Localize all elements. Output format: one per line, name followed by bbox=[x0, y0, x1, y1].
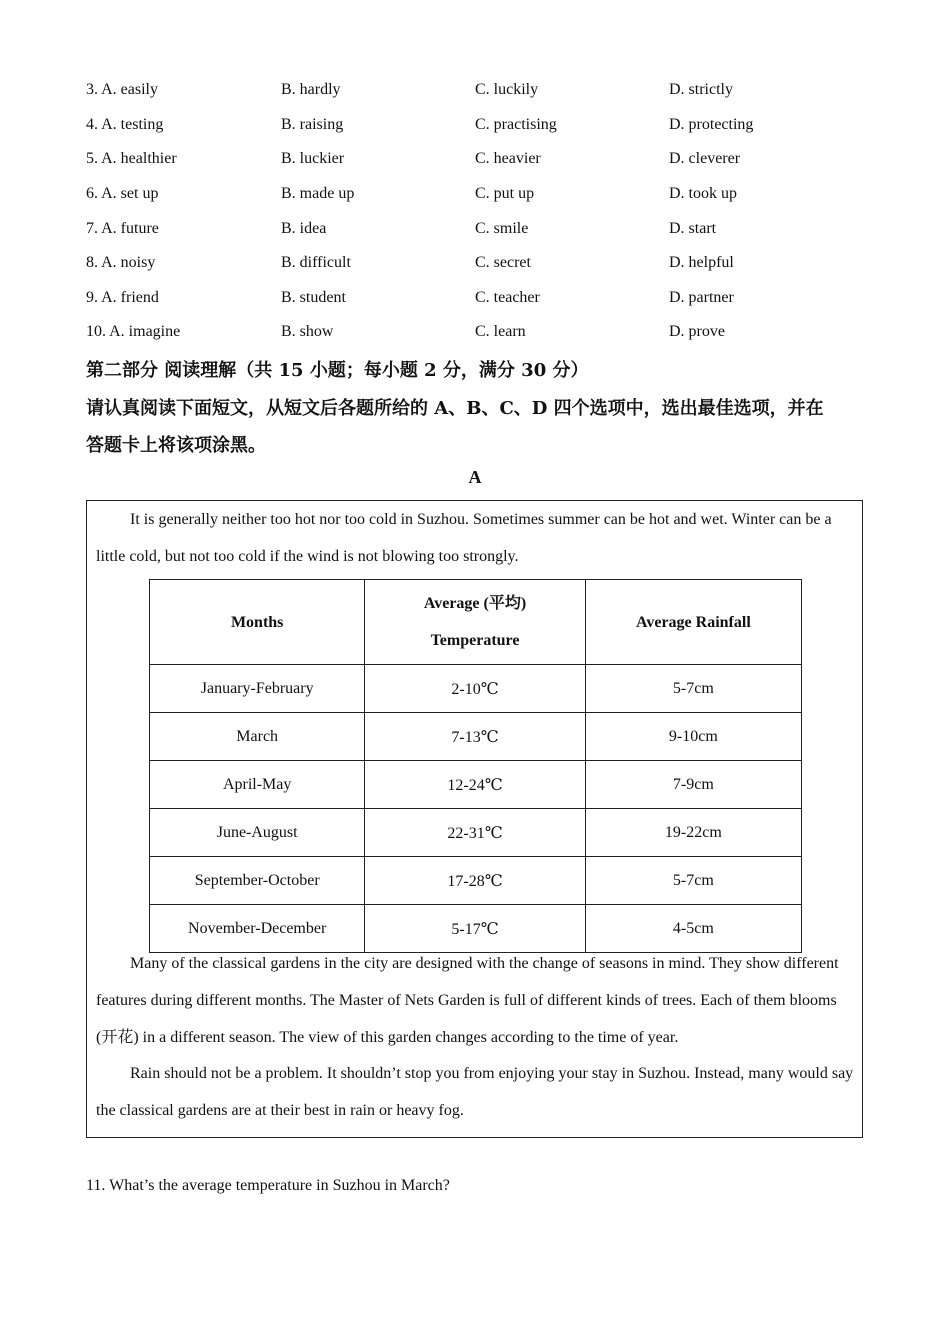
option-row-3 bbox=[86, 81, 876, 105]
option-c: C. luckily bbox=[475, 81, 539, 98]
cell-months: March bbox=[150, 713, 365, 761]
option-row-6 bbox=[86, 185, 876, 209]
cell-temperature: 2-10℃ bbox=[365, 665, 585, 713]
option-row-4 bbox=[86, 116, 876, 140]
header-months: Months bbox=[150, 580, 365, 665]
option-d: D. took up bbox=[669, 185, 737, 202]
cell-temperature: 12-24℃ bbox=[365, 761, 585, 809]
table-row bbox=[150, 761, 802, 809]
option-c: C. teacher bbox=[475, 289, 540, 306]
passage-paragraph-3: Rain should not be a problem. It shouldn’t stop you from enjoying your stay in Suzhou. Instead, many would say the classical gardens are at their best in rain or heavy fog. bbox=[96, 1065, 854, 1119]
cell-temperature: 17-28℃ bbox=[365, 857, 585, 905]
question-11: 11. What’s the average temperature in Suzhou in March? bbox=[86, 1177, 450, 1194]
passage-paragraph-2: Many of the classical gardens in the city are designed with the change of seasons in mind. They show different features during different months. The Master of Nets Garden is full of different kinds of trees. Each of them blooms (开花) in a different season. The view of this garden changes according to the time of year. bbox=[96, 955, 839, 1046]
instructions-line-2: 答题卡上将该项涂黑。 bbox=[86, 435, 266, 456]
option-b: B. luckier bbox=[281, 150, 345, 167]
option-a: 10. A. imagine bbox=[86, 323, 181, 340]
option-c: C. practising bbox=[475, 116, 557, 133]
cell-rainfall: 19-22cm bbox=[585, 809, 801, 857]
cell-temperature: 5-17℃ bbox=[365, 905, 585, 953]
cell-months: January-February bbox=[150, 665, 365, 713]
option-d: D. protecting bbox=[669, 116, 754, 133]
option-row-10 bbox=[86, 323, 876, 347]
option-a: 5. A. healthier bbox=[86, 150, 177, 167]
option-b: B. raising bbox=[281, 116, 344, 133]
cell-months: June-August bbox=[150, 809, 365, 857]
table-row bbox=[150, 809, 802, 857]
cell-rainfall: 5-7cm bbox=[585, 857, 801, 905]
cell-rainfall: 5-7cm bbox=[585, 665, 801, 713]
option-b: B. difficult bbox=[281, 254, 351, 271]
option-c: C. learn bbox=[475, 323, 526, 340]
option-d: D. helpful bbox=[669, 254, 734, 271]
option-row-9 bbox=[86, 289, 876, 313]
passage-paragraph-1: It is generally neither too hot nor too cold in Suzhou. Sometimes summer can be hot and wet. Winter can be a little cold, but not too cold if the wind is not blowing too strongly. bbox=[96, 511, 832, 565]
cell-rainfall: 9-10cm bbox=[585, 713, 801, 761]
table-header-row bbox=[150, 580, 802, 665]
option-b: B. student bbox=[281, 289, 346, 306]
cell-rainfall: 7-9cm bbox=[585, 761, 801, 809]
header-temperature-line-2: Temperature bbox=[430, 632, 520, 649]
header-temperature bbox=[365, 580, 585, 665]
option-c: C. put up bbox=[475, 185, 535, 202]
cell-temperature: 7-13℃ bbox=[365, 713, 585, 761]
option-a: 3. A. easily bbox=[86, 81, 158, 98]
section-title: 第二部分 阅读理解（共 15 小题；每小题 2 分，满分 30 分） bbox=[86, 360, 589, 381]
option-a: 7. A. future bbox=[86, 220, 159, 237]
header-temperature-line-1: Average (平均) bbox=[423, 595, 527, 612]
option-d: D. prove bbox=[669, 323, 725, 340]
option-a: 4. A. testing bbox=[86, 116, 164, 133]
option-a: 8. A. noisy bbox=[86, 254, 156, 271]
cell-months: April-May bbox=[150, 761, 365, 809]
option-d: D. start bbox=[669, 220, 717, 237]
cell-rainfall: 4-5cm bbox=[585, 905, 801, 953]
option-row-7 bbox=[86, 220, 876, 244]
option-row-8 bbox=[86, 254, 876, 278]
option-b: B. show bbox=[281, 323, 334, 340]
option-a: 9. A. friend bbox=[86, 289, 159, 306]
option-b: B. idea bbox=[281, 220, 327, 237]
option-a: 6. A. set up bbox=[86, 185, 159, 202]
cell-temperature: 22-31℃ bbox=[365, 809, 585, 857]
option-c: C. smile bbox=[475, 220, 529, 237]
option-c: C. heavier bbox=[475, 150, 541, 167]
passage-letter: A bbox=[468, 467, 482, 487]
table-row bbox=[150, 857, 802, 905]
option-d: D. strictly bbox=[669, 81, 733, 98]
table-row bbox=[150, 665, 802, 713]
weather-table bbox=[149, 579, 802, 953]
cell-months: November-December bbox=[150, 905, 365, 953]
option-b: B. made up bbox=[281, 185, 355, 202]
option-row-5 bbox=[86, 150, 876, 174]
table-row bbox=[150, 713, 802, 761]
option-b: B. hardly bbox=[281, 81, 341, 98]
option-d: D. partner bbox=[669, 289, 734, 306]
option-c: C. secret bbox=[475, 254, 531, 271]
instructions-line-1: 请认真阅读下面短文，从短文后各题所给的 A、B、C、D 四个选项中，选出最佳选项，并在 bbox=[86, 398, 824, 419]
option-d: D. cleverer bbox=[669, 150, 741, 167]
header-rainfall: Average Rainfall bbox=[585, 580, 801, 665]
cell-months: September-October bbox=[150, 857, 365, 905]
